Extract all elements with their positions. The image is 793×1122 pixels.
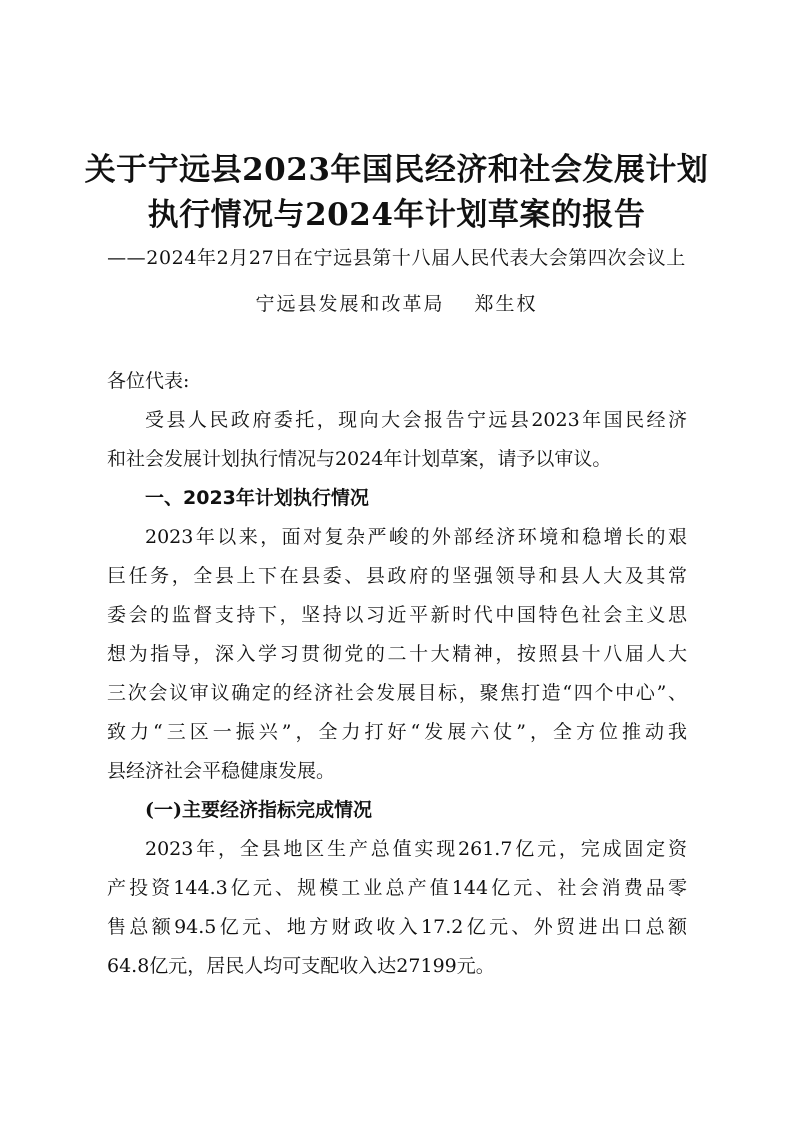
intro-line-1: 受县人民政府委托，现向大会报告宁远县2023年国民经济 (145, 409, 687, 431)
report-subtitle: ——2024年2月27日在宁远县第十八届人民代表大会第四次会议上 (107, 247, 686, 269)
salutation: 各位代表: (107, 370, 190, 392)
section-paragraph-line-7: 县经济社会平稳健康发展。 (107, 760, 336, 782)
intro-line-2: 和社会发展计划执行情况与2024年计划草案，请予以审议。 (107, 448, 612, 470)
section-heading: 一、2023年计划执行情况 (145, 487, 369, 509)
subsection-heading: (一)主要经济指标完成情况 (145, 799, 372, 821)
report-body (107, 362, 687, 986)
section-paragraph-line-6: 致力“三区一振兴”，全力打好“发展六仗”，全方位推动我 (107, 721, 687, 743)
reporter-organization: 宁远县发展和改革局 (255, 293, 445, 315)
report-title-line-2: 执行情况与2024年计划草案的报告 (147, 197, 646, 233)
section-paragraph-line-5: 三次会议审议确定的经济社会发展目标，聚焦打造“四个中心”、 (107, 682, 687, 704)
reporter-line (0, 290, 793, 318)
subsection-paragraph-line-1: 2023年，全县地区生产总值实现261.7亿元，完成固定资 (145, 838, 687, 860)
report-title-line-1: 关于宁远县2023年国民经济和社会发展计划 (84, 152, 709, 188)
section-paragraph-line-3: 委会的监督支持下，坚持以习近平新时代中国特色社会主义思 (107, 604, 687, 626)
section-paragraph-line-1: 2023年以来，面对复杂严峻的外部经济环境和稳增长的艰 (145, 526, 687, 548)
subsection-paragraph-line-3: 售总额94.5亿元、地方财政收入17.2亿元、外贸进出口总额 (107, 916, 687, 938)
subsection-paragraph-line-2: 产投资144.3亿元、规模工业总产值144亿元、社会消费品零 (107, 877, 687, 899)
section-paragraph-line-2: 巨任务，全县上下在县委、县政府的坚强领导和县人大及其常 (107, 565, 687, 587)
subsection-paragraph-line-4: 64.8亿元，居民人均可支配收入达27199元。 (107, 955, 495, 977)
section-paragraph-line-4: 想为指导，深入学习贯彻党的二十大精神，按照县十八届人大 (107, 643, 687, 665)
reporter-name: 郑生权 (474, 293, 538, 315)
